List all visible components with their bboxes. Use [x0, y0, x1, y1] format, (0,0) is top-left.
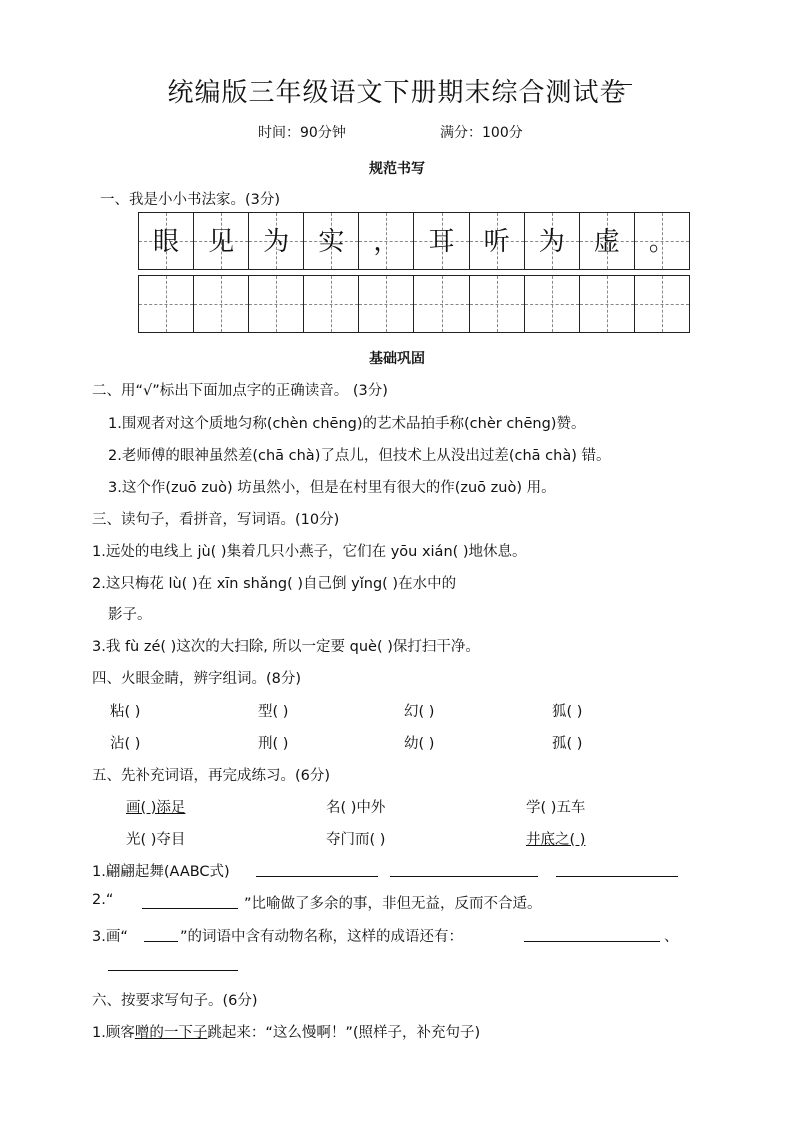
q5-item-2-text: ”比喻做了多余的事，非但无益，反而不合适。: [244, 896, 542, 912]
question-5-title: 五、先补充词语，再完成练习。(6分): [92, 768, 331, 784]
section-heading-basics: 基础巩固: [369, 351, 425, 367]
answer-blank[interactable]: [556, 876, 678, 877]
q5-item-3-prefix: 3.画“: [92, 929, 128, 945]
answer-blank[interactable]: [108, 970, 238, 971]
practice-char-cell[interactable]: [414, 276, 469, 332]
practice-char-cell[interactable]: [580, 276, 635, 332]
question-6-title: 六、按要求写句子。(6分): [92, 993, 258, 1009]
q4-word-slot[interactable]: 沾( ): [110, 736, 141, 752]
model-char: 虚: [593, 227, 620, 257]
calligraphy-practice-grid[interactable]: [138, 275, 690, 333]
q5-idiom[interactable]: 学( )五车: [526, 800, 586, 816]
q5-item-2-prefix: 2.“: [92, 892, 114, 908]
q5-idiom[interactable]: 夺门而( ): [326, 832, 386, 848]
answer-blank[interactable]: [390, 876, 538, 877]
grid-guide-vertical: [442, 276, 443, 332]
q4-word-slot[interactable]: 粘( ): [110, 704, 141, 720]
exam-full-score: 满分：100分: [440, 125, 523, 141]
model-char: 为: [263, 227, 290, 257]
grid-guide-vertical: [662, 276, 663, 332]
answer-blank[interactable]: [142, 908, 238, 909]
model-char: 眼: [153, 227, 180, 257]
practice-char-cell[interactable]: [359, 276, 414, 332]
answer-blank[interactable]: [524, 941, 660, 942]
question-3-item: 3.我 fù zé( )这次的大扫除, 所以一定要 què( )保打扫干净。: [92, 639, 480, 655]
model-char: 见: [208, 227, 235, 257]
model-char-cell: [414, 213, 469, 269]
calligraphy-model-grid: [138, 212, 690, 270]
model-char-cell: [249, 213, 304, 269]
q4-word-slot[interactable]: 狐( ): [552, 704, 583, 720]
q5-idiom[interactable]: 名( )中外: [326, 800, 386, 816]
model-char: 实: [318, 227, 345, 257]
q6-item-1-underlined: 噌的一下子: [134, 1025, 208, 1041]
model-char-cell: [304, 213, 359, 269]
grid-guide-vertical: [276, 276, 277, 332]
question-2-item: 2.老师傅的眼神虽然差(chā chà)了点儿，但技术上从没出过差(chā chà) 错。: [108, 448, 611, 464]
model-char: 为: [538, 227, 565, 257]
model-char: ，: [373, 227, 400, 257]
q5-idiom[interactable]: 光( )夺目: [126, 832, 186, 848]
model-char-cell: [139, 213, 194, 269]
question-2-item: 1.围观者对这个质地匀称(chèn chēng)的艺术品拍手称(chèr chēng)赞。: [108, 416, 586, 432]
question-4-title: 四、火眼金睛，辨字组词。(8分): [92, 671, 302, 687]
q5-idiom-underlined[interactable]: 画( )添足: [126, 800, 186, 816]
q5-item-3-text: ”的词语中含有动物名称，这样的成语还有：: [180, 929, 464, 945]
q4-word-slot[interactable]: 型( ): [258, 704, 289, 720]
grid-guide-vertical: [331, 276, 332, 332]
model-char-cell: [359, 213, 414, 269]
question-1-title: 一、我是小小书法家。(3分): [100, 192, 281, 208]
q5-idiom-underlined[interactable]: 井底之( ): [526, 832, 586, 848]
page-title: 统编版三年级语文下册期末综合测试卷: [167, 78, 627, 108]
model-char-cell: [525, 213, 580, 269]
model-char: 听: [483, 227, 510, 257]
q4-word-slot[interactable]: 幼( ): [404, 736, 435, 752]
q4-word-slot[interactable]: 刑( ): [258, 736, 289, 752]
q6-item-1-part-c: 跳起来：“这么慢啊！”(照样子，补充句子): [207, 1025, 481, 1041]
q4-word-slot[interactable]: 孤( ): [552, 736, 583, 752]
practice-char-cell[interactable]: [194, 276, 249, 332]
model-char: 耳: [428, 227, 455, 257]
question-2-title: 二、用“√”标出下面加点字的正确读音。 (3分): [92, 383, 388, 399]
question-3-item: 2.这只梅花 lù( )在 xīn shǎng( )自己倒 yǐng( )在水中的: [92, 576, 457, 592]
question-3-title: 三、读句子，看拼音，写词语。(10分): [92, 512, 340, 528]
q6-item-1: [92, 1021, 480, 1042]
model-char: 。: [648, 227, 675, 257]
grid-guide-vertical: [607, 276, 608, 332]
grid-guide-vertical: [166, 276, 167, 332]
title-trailing-dash: [614, 84, 632, 85]
q4-word-slot[interactable]: 幻( ): [404, 704, 435, 720]
question-3-item-continued: 影子。: [108, 607, 152, 623]
grid-guide-vertical: [221, 276, 222, 332]
question-3-item: 1.远处的电线上 jù( )集着几只小燕子，它们在 yōu xián( )地休息。: [92, 544, 527, 560]
practice-char-cell[interactable]: [304, 276, 359, 332]
grid-guide-vertical: [386, 276, 387, 332]
q6-item-1-part-a: 1.顾客: [92, 1025, 135, 1041]
exam-time: 时间：90分钟: [258, 125, 346, 141]
model-char-cell: [194, 213, 249, 269]
model-char-cell: [635, 213, 689, 269]
model-char-cell: [470, 213, 525, 269]
practice-char-cell[interactable]: [525, 276, 580, 332]
question-2-item: 3.这个作(zuō zuò) 坊虽然小，但是在村里有很大的作(zuō zuò) 用。: [108, 480, 556, 496]
q5-item-1: 1.翩翩起舞(AABC式): [92, 864, 230, 880]
q5-item-3-separator: 、: [664, 929, 679, 945]
section-heading-writing: 规范书写: [369, 161, 425, 177]
grid-guide-vertical: [552, 276, 553, 332]
underline-mark: [144, 941, 178, 942]
practice-char-cell[interactable]: [249, 276, 304, 332]
practice-char-cell[interactable]: [139, 276, 194, 332]
practice-char-cell[interactable]: [635, 276, 689, 332]
answer-blank[interactable]: [256, 876, 378, 877]
model-char-cell: [580, 213, 635, 269]
grid-guide-vertical: [497, 276, 498, 332]
practice-char-cell[interactable]: [470, 276, 525, 332]
